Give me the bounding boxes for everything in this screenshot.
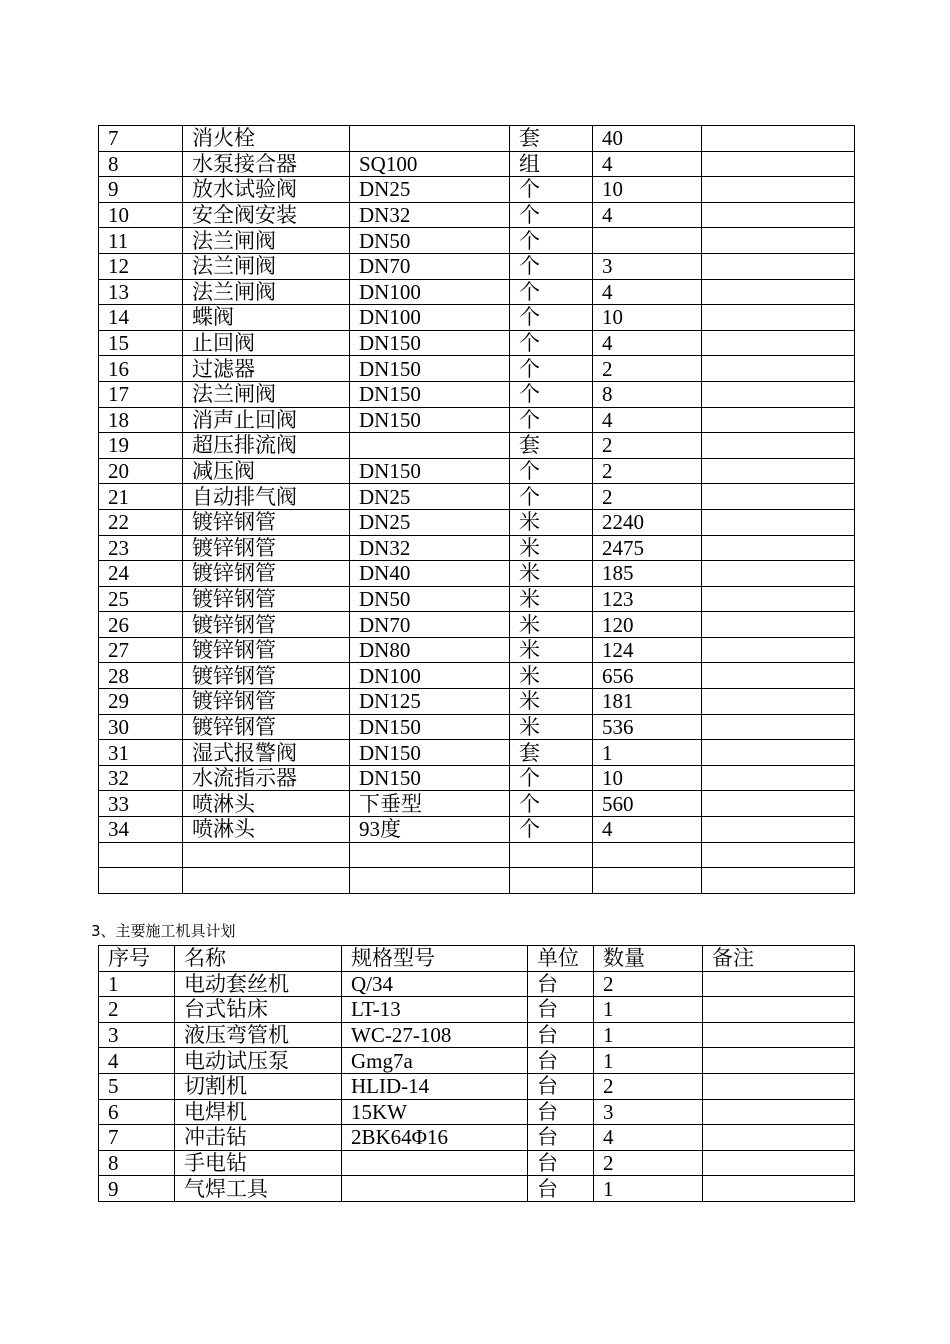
cell-spec: DN80 <box>350 637 510 663</box>
table-header-row <box>99 946 855 972</box>
cell-index: 18 <box>99 407 183 433</box>
cell-spec: DN125 <box>350 689 510 715</box>
cell-remarks <box>702 637 855 663</box>
cell-index: 29 <box>99 689 183 715</box>
cell-name: 蝶阀 <box>183 305 350 331</box>
cell-index: 27 <box>99 637 183 663</box>
cell-index: 19 <box>99 433 183 459</box>
cell-name: 消声止回阀 <box>183 407 350 433</box>
cell-name <box>183 868 350 894</box>
cell-spec: DN150 <box>350 330 510 356</box>
cell-unit: 个 <box>510 177 593 203</box>
cell-remarks <box>703 971 855 997</box>
cell-index: 33 <box>99 791 183 817</box>
cell-remarks <box>702 330 855 356</box>
cell-index: 12 <box>99 253 183 279</box>
cell-unit: 个 <box>510 458 593 484</box>
cell-quantity: 8 <box>593 381 702 407</box>
cell-name: 手电钻 <box>175 1150 342 1176</box>
cell-unit: 个 <box>510 330 593 356</box>
cell-unit <box>510 868 593 894</box>
cell-index: 34 <box>99 817 183 843</box>
cell-remarks <box>702 842 855 868</box>
cell-spec: DN25 <box>350 509 510 535</box>
cell-quantity: 2 <box>594 971 703 997</box>
cell-name: 台式钻床 <box>175 997 342 1023</box>
cell-index: 20 <box>99 458 183 484</box>
cell-spec: DN100 <box>350 305 510 331</box>
materials-table <box>98 125 855 894</box>
cell-spec: DN150 <box>350 458 510 484</box>
cell-spec: 15KW <box>342 1099 528 1125</box>
cell-unit: 组 <box>510 151 593 177</box>
cell-name: 喷淋头 <box>183 791 350 817</box>
cell-quantity: 1 <box>594 997 703 1023</box>
cell-name: 镀锌钢管 <box>183 612 350 638</box>
cell-remarks <box>702 177 855 203</box>
table-row <box>99 202 855 228</box>
cell-unit: 个 <box>510 305 593 331</box>
cell-unit: 米 <box>510 714 593 740</box>
cell-quantity: 185 <box>593 561 702 587</box>
cell-unit: 套 <box>510 126 593 152</box>
cell-name: 镀锌钢管 <box>183 637 350 663</box>
header-cell-remarks: 备注 <box>703 946 855 972</box>
cell-unit: 台 <box>528 1048 594 1074</box>
cell-unit: 台 <box>528 1073 594 1099</box>
cell-quantity: 2 <box>594 1150 703 1176</box>
cell-remarks <box>702 151 855 177</box>
table-row <box>99 1073 855 1099</box>
cell-spec: DN25 <box>350 177 510 203</box>
table-row <box>99 1150 855 1176</box>
cell-spec: DN40 <box>350 561 510 587</box>
table-row <box>99 842 855 868</box>
cell-remarks <box>702 484 855 510</box>
cell-index: 22 <box>99 509 183 535</box>
cell-quantity: 124 <box>593 637 702 663</box>
table-row <box>99 228 855 254</box>
table-row <box>99 637 855 663</box>
cell-spec <box>350 433 510 459</box>
cell-index: 26 <box>99 612 183 638</box>
cell-quantity: 40 <box>593 126 702 152</box>
cell-index: 28 <box>99 663 183 689</box>
cell-quantity <box>593 868 702 894</box>
cell-name: 止回阀 <box>183 330 350 356</box>
table-row <box>99 126 855 152</box>
cell-remarks <box>702 817 855 843</box>
header-cell-spec: 规格型号 <box>342 946 528 972</box>
table-row <box>99 484 855 510</box>
header-cell-unit: 单位 <box>528 946 594 972</box>
cell-name <box>183 842 350 868</box>
cell-unit: 米 <box>510 663 593 689</box>
cell-quantity: 1 <box>594 1048 703 1074</box>
cell-remarks <box>702 689 855 715</box>
cell-spec: DN70 <box>350 612 510 638</box>
cell-spec <box>350 126 510 152</box>
cell-index <box>99 842 183 868</box>
cell-quantity: 120 <box>593 612 702 638</box>
cell-name: 镀锌钢管 <box>183 689 350 715</box>
cell-spec: DN150 <box>350 356 510 382</box>
cell-quantity: 1 <box>594 1022 703 1048</box>
cell-quantity: 4 <box>593 202 702 228</box>
cell-remarks <box>703 1073 855 1099</box>
cell-spec: DN25 <box>350 484 510 510</box>
cell-quantity: 10 <box>593 305 702 331</box>
cell-remarks <box>702 356 855 382</box>
cell-quantity: 656 <box>593 663 702 689</box>
cell-name: 水泵接合器 <box>183 151 350 177</box>
cell-index: 2 <box>99 997 175 1023</box>
cell-spec: DN50 <box>350 586 510 612</box>
cell-quantity: 4 <box>593 279 702 305</box>
cell-unit: 个 <box>510 765 593 791</box>
table-row <box>99 381 855 407</box>
cell-remarks <box>703 1099 855 1125</box>
table-row <box>99 997 855 1023</box>
cell-spec: WC-27-108 <box>342 1022 528 1048</box>
cell-remarks <box>703 1150 855 1176</box>
table-row <box>99 868 855 894</box>
cell-spec: DN150 <box>350 381 510 407</box>
equipment-table-header <box>99 946 855 972</box>
cell-index: 23 <box>99 535 183 561</box>
cell-name: 电焊机 <box>175 1099 342 1125</box>
cell-name: 镀锌钢管 <box>183 561 350 587</box>
cell-unit: 米 <box>510 637 593 663</box>
cell-quantity: 10 <box>593 177 702 203</box>
cell-name: 气焊工具 <box>175 1176 342 1202</box>
cell-unit: 米 <box>510 561 593 587</box>
cell-quantity: 2 <box>593 484 702 510</box>
cell-remarks <box>702 561 855 587</box>
cell-remarks <box>702 868 855 894</box>
cell-quantity: 1 <box>594 1176 703 1202</box>
cell-spec: DN32 <box>350 202 510 228</box>
table-row <box>99 433 855 459</box>
cell-index: 17 <box>99 381 183 407</box>
cell-index: 8 <box>99 151 183 177</box>
cell-remarks <box>702 612 855 638</box>
cell-index: 8 <box>99 1150 175 1176</box>
table-row <box>99 1022 855 1048</box>
cell-unit: 米 <box>510 509 593 535</box>
cell-name: 消火栓 <box>183 126 350 152</box>
cell-name: 安全阀安装 <box>183 202 350 228</box>
cell-index: 11 <box>99 228 183 254</box>
cell-name: 切割机 <box>175 1073 342 1099</box>
cell-index: 30 <box>99 714 183 740</box>
table-row <box>99 689 855 715</box>
cell-name: 放水试验阀 <box>183 177 350 203</box>
table-row <box>99 330 855 356</box>
cell-name: 减压阀 <box>183 458 350 484</box>
cell-quantity: 4 <box>593 407 702 433</box>
cell-remarks <box>702 305 855 331</box>
table-row <box>99 561 855 587</box>
cell-quantity: 4 <box>593 330 702 356</box>
table-row <box>99 971 855 997</box>
cell-quantity: 2240 <box>593 509 702 535</box>
cell-quantity: 2 <box>593 458 702 484</box>
cell-name: 镀锌钢管 <box>183 663 350 689</box>
cell-remarks <box>702 535 855 561</box>
table-row <box>99 817 855 843</box>
cell-spec: DN150 <box>350 714 510 740</box>
table-row <box>99 740 855 766</box>
cell-spec: DN150 <box>350 740 510 766</box>
cell-quantity: 10 <box>593 765 702 791</box>
cell-index: 7 <box>99 126 183 152</box>
cell-spec: SQ100 <box>350 151 510 177</box>
cell-unit: 台 <box>528 1099 594 1125</box>
cell-spec: Q/34 <box>342 971 528 997</box>
cell-unit: 台 <box>528 997 594 1023</box>
cell-name: 湿式报警阀 <box>183 740 350 766</box>
cell-spec: DN100 <box>350 663 510 689</box>
cell-index: 21 <box>99 484 183 510</box>
equipment-table <box>98 945 855 1202</box>
cell-quantity: 3 <box>593 253 702 279</box>
cell-spec: 93度 <box>350 817 510 843</box>
table-row <box>99 356 855 382</box>
cell-remarks <box>703 997 855 1023</box>
cell-index: 13 <box>99 279 183 305</box>
table-row <box>99 765 855 791</box>
cell-index: 5 <box>99 1073 175 1099</box>
cell-remarks <box>703 1125 855 1151</box>
table-row <box>99 535 855 561</box>
header-cell-index: 序号 <box>99 946 175 972</box>
cell-spec: HLID-14 <box>342 1073 528 1099</box>
cell-index: 24 <box>99 561 183 587</box>
cell-remarks <box>702 407 855 433</box>
table-row <box>99 458 855 484</box>
cell-spec: LT-13 <box>342 997 528 1023</box>
cell-quantity: 4 <box>593 817 702 843</box>
table-row <box>99 791 855 817</box>
cell-quantity: 4 <box>594 1125 703 1151</box>
cell-unit: 个 <box>510 279 593 305</box>
cell-name: 法兰闸阀 <box>183 279 350 305</box>
materials-table-body <box>99 126 855 894</box>
table-row <box>99 1099 855 1125</box>
cell-spec: Gmg7a <box>342 1048 528 1074</box>
cell-spec: DN50 <box>350 228 510 254</box>
cell-unit: 台 <box>528 1176 594 1202</box>
cell-quantity: 560 <box>593 791 702 817</box>
cell-remarks <box>702 279 855 305</box>
cell-index: 1 <box>99 971 175 997</box>
cell-spec <box>342 1150 528 1176</box>
cell-remarks <box>702 253 855 279</box>
cell-name: 水流指示器 <box>183 765 350 791</box>
cell-remarks <box>702 791 855 817</box>
cell-spec <box>350 868 510 894</box>
cell-name: 过滤器 <box>183 356 350 382</box>
cell-remarks <box>702 740 855 766</box>
cell-spec: DN32 <box>350 535 510 561</box>
cell-unit: 米 <box>510 689 593 715</box>
cell-name: 冲击钻 <box>175 1125 342 1151</box>
cell-unit <box>510 842 593 868</box>
cell-unit: 个 <box>510 791 593 817</box>
cell-index <box>99 868 183 894</box>
cell-quantity: 2475 <box>593 535 702 561</box>
section-caption: 3、主要施工机具计划 <box>91 922 236 940</box>
cell-spec: DN150 <box>350 407 510 433</box>
cell-spec: DN70 <box>350 253 510 279</box>
cell-spec: 2BK64Φ16 <box>342 1125 528 1151</box>
cell-name: 法兰闸阀 <box>183 381 350 407</box>
cell-remarks <box>702 663 855 689</box>
cell-index: 25 <box>99 586 183 612</box>
cell-spec <box>342 1176 528 1202</box>
cell-unit: 套 <box>510 740 593 766</box>
cell-quantity <box>593 228 702 254</box>
cell-remarks <box>702 714 855 740</box>
cell-name: 镀锌钢管 <box>183 535 350 561</box>
cell-remarks <box>702 202 855 228</box>
cell-name: 镀锌钢管 <box>183 714 350 740</box>
cell-index: 9 <box>99 1176 175 1202</box>
table-row <box>99 1125 855 1151</box>
cell-index: 31 <box>99 740 183 766</box>
cell-unit: 台 <box>528 971 594 997</box>
cell-remarks <box>702 126 855 152</box>
cell-quantity: 1 <box>593 740 702 766</box>
cell-remarks <box>703 1022 855 1048</box>
table-row <box>99 305 855 331</box>
table-row <box>99 177 855 203</box>
cell-name: 自动排气阀 <box>183 484 350 510</box>
cell-quantity: 2 <box>593 433 702 459</box>
cell-unit: 台 <box>528 1022 594 1048</box>
cell-index: 3 <box>99 1022 175 1048</box>
table-row <box>99 586 855 612</box>
cell-unit: 个 <box>510 381 593 407</box>
cell-spec <box>350 842 510 868</box>
cell-remarks <box>703 1176 855 1202</box>
cell-index: 15 <box>99 330 183 356</box>
cell-index: 9 <box>99 177 183 203</box>
cell-unit: 米 <box>510 612 593 638</box>
cell-unit: 米 <box>510 535 593 561</box>
cell-unit: 台 <box>528 1125 594 1151</box>
cell-spec: DN100 <box>350 279 510 305</box>
cell-remarks <box>702 765 855 791</box>
cell-name: 电动套丝机 <box>175 971 342 997</box>
cell-index: 7 <box>99 1125 175 1151</box>
cell-remarks <box>702 433 855 459</box>
cell-index: 6 <box>99 1099 175 1125</box>
cell-quantity: 123 <box>593 586 702 612</box>
cell-name: 法兰闸阀 <box>183 228 350 254</box>
cell-quantity: 536 <box>593 714 702 740</box>
cell-name: 电动试压泵 <box>175 1048 342 1074</box>
cell-spec: 下垂型 <box>350 791 510 817</box>
table-row <box>99 714 855 740</box>
table-row <box>99 509 855 535</box>
cell-unit: 个 <box>510 817 593 843</box>
cell-index: 16 <box>99 356 183 382</box>
cell-index: 10 <box>99 202 183 228</box>
cell-unit: 台 <box>528 1150 594 1176</box>
cell-remarks <box>702 458 855 484</box>
cell-quantity: 2 <box>594 1073 703 1099</box>
cell-unit: 个 <box>510 356 593 382</box>
cell-index: 14 <box>99 305 183 331</box>
cell-unit: 个 <box>510 253 593 279</box>
cell-index: 4 <box>99 1048 175 1074</box>
cell-unit: 套 <box>510 433 593 459</box>
cell-unit: 个 <box>510 228 593 254</box>
cell-spec: DN150 <box>350 765 510 791</box>
cell-quantity: 4 <box>593 151 702 177</box>
cell-quantity: 3 <box>594 1099 703 1125</box>
cell-name: 液压弯管机 <box>175 1022 342 1048</box>
cell-name: 法兰闸阀 <box>183 253 350 279</box>
table-row <box>99 1048 855 1074</box>
cell-remarks <box>703 1048 855 1074</box>
table-row <box>99 612 855 638</box>
cell-name: 超压排流阀 <box>183 433 350 459</box>
table-row <box>99 279 855 305</box>
cell-remarks <box>702 381 855 407</box>
cell-quantity: 2 <box>593 356 702 382</box>
table-row <box>99 253 855 279</box>
cell-unit: 个 <box>510 407 593 433</box>
header-cell-quantity: 数量 <box>594 946 703 972</box>
cell-remarks <box>702 228 855 254</box>
cell-quantity <box>593 842 702 868</box>
cell-unit: 个 <box>510 484 593 510</box>
cell-index: 32 <box>99 765 183 791</box>
cell-quantity: 181 <box>593 689 702 715</box>
cell-unit: 米 <box>510 586 593 612</box>
cell-unit: 个 <box>510 202 593 228</box>
table-row <box>99 151 855 177</box>
table-row <box>99 663 855 689</box>
table-row <box>99 407 855 433</box>
cell-remarks <box>702 586 855 612</box>
cell-name: 镀锌钢管 <box>183 586 350 612</box>
equipment-table-body <box>99 971 855 1201</box>
cell-remarks <box>702 509 855 535</box>
cell-name: 喷淋头 <box>183 817 350 843</box>
cell-name: 镀锌钢管 <box>183 509 350 535</box>
header-cell-name: 名称 <box>175 946 342 972</box>
table-row <box>99 1176 855 1202</box>
